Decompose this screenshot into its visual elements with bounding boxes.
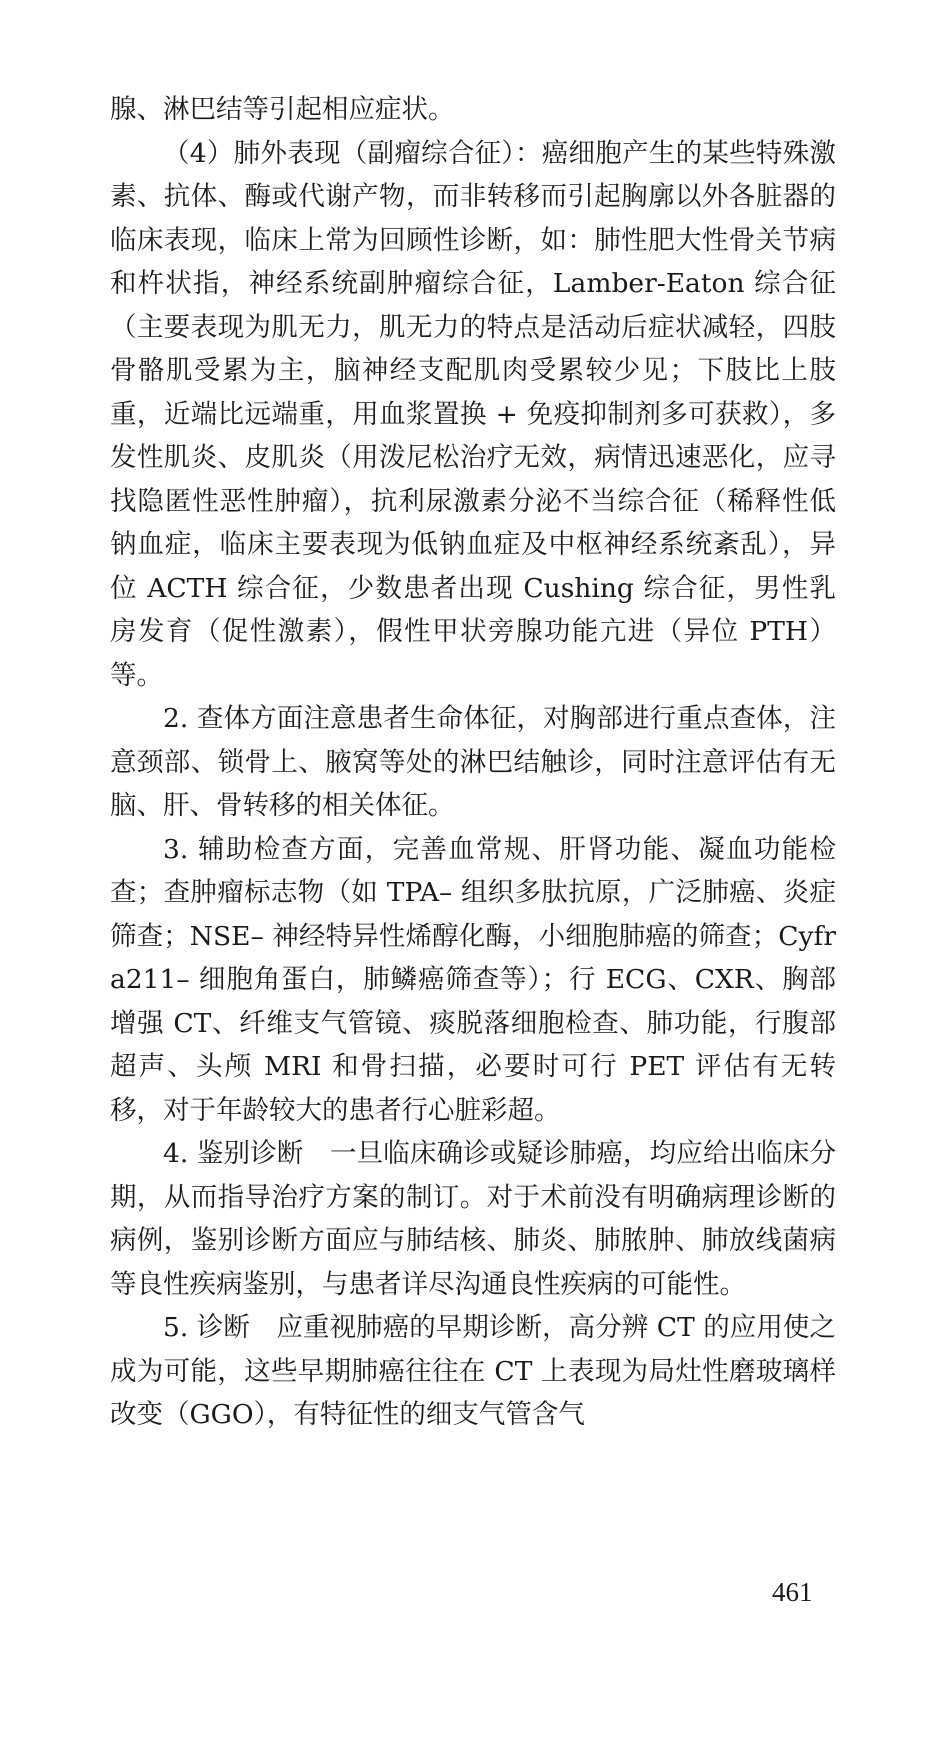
paragraph-diagnosis: 5. 诊断 应重视肺癌的早期诊断，高分辨 CT 的应用使之成为可能，这些早期肺癌往往在 CT 上表现为局灶性磨玻璃样改变（GGO），有特征性的细支气管含气 — [110, 1312, 836, 1430]
paragraph-auxiliary-exam: 3. 辅助检查方面，完善血常规、肝肾功能、凝血功能检查；查肿瘤标志物（如 TPA– 组织多肽抗原，广泛肺癌、炎症筛查；NSE– 神经特异性烯醇化酶，小细胞肺癌的筛查；Cyfra211– 细胞角蛋白，肺鳞癌筛查等）；行 ECG、CXR、胸部增强 CT、纤维支气管镜、痰脱落细胞检查、肺功能，行腹部超声、头颅 MRI 和骨扫描，必要时可行 PET 评估有无转移，对于年龄较大的患者行心脏彩超。 — [110, 833, 836, 1126]
paragraph-continuation: 腺、淋巴结等引起相应症状。 — [110, 94, 455, 125]
paragraph-extrapulmonary: （4）肺外表现（副瘤综合征）：癌细胞产生的某些特殊激素、抗体、酶或代谢产物，而非转移而引起胸廓以外各脏器的临床表现，临床上常为回顾性诊断，如：肺性肥大性骨关节病和杵状指，神经系统副肿瘤综合征，Lamber-Eaton 综合征（主要表现为肌无力，肌无力的特点是活动后症状减轻，四肢骨骼肌受累为主，脑神经支配肌肉受累较少见；下肢比上肢重，近端比远端重，用血浆置换 + 免疫抑制剂多可获救），多发性肌炎、皮肌炎（用泼尼松治疗无效，病情迅速恶化，应寻找隐匿性恶性肿瘤），抗利尿激素分泌不当综合征（稀释性低钠血症，临床主要表现为低钠血症及中枢神经系统紊乱），异位 ACTH 综合征，少数患者出现 Cushing 综合征，男性乳房发育（促性激素），假性甲状旁腺功能亢进（异位 PTH）等。 — [110, 137, 836, 691]
page-body — [110, 88, 836, 1437]
paragraph-physical-exam: 2. 查体方面注意患者生命体征，对胸部进行重点查体，注意颈部、锁骨上、腋窝等处的淋巴结触诊，同时注意评估有无脑、肝、骨转移的相关体征。 — [110, 703, 836, 821]
paragraph-differential-diagnosis: 4. 鉴别诊断 一旦临床确诊或疑诊肺癌，均应给出临床分期，从而指导治疗方案的制订。对于术前没有明确病理诊断的病例，鉴别诊断方面应与肺结核、肺炎、肺脓肿、肺放线菌病等良性疾病鉴别，与患者详尽沟通良性疾病的可能性。 — [110, 1138, 836, 1300]
page-number: 461 — [772, 1577, 813, 1607]
